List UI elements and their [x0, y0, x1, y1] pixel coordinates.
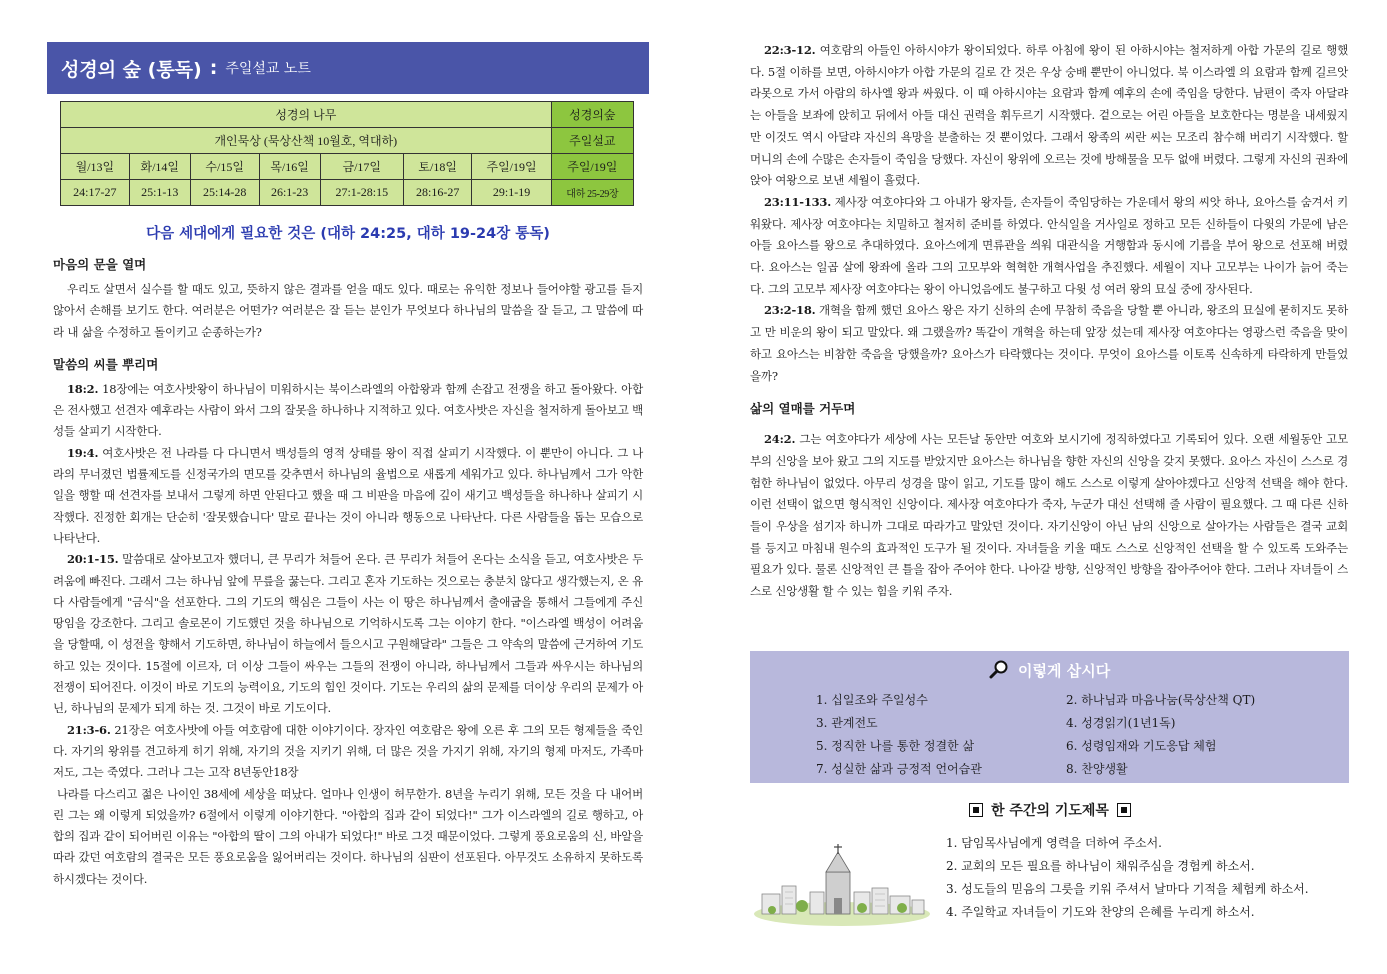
schedule-reading: 24:17-27: [61, 180, 130, 206]
paragraph-text: 제사장 여호야다와 그 아내가 왕자들, 손자들이 죽임당하는 가운데서 왕의 씨앗 하나, 요아스를 숨겨서 키워왔다. 제사장 여호야다는 치밀하고 철저히 준비를 하였다. 안식일을 거사일로 정하고 모든 신하들이 다윗의 가문에 남은 아들 요아스를 왕으로 추대하였다. 요아스에게 면류관을 씌워 대관식을 거행함과 동시에 기름을 부어 왕으로 선포해 버렸다. 요아스는 일곱 살에 왕좌에 올라 그의 고모부와 혁혁한 개혁사업을 추진했다. 세월이 지나 고모부는 나이가 늙어 죽는다. 그의 고모부 제사장 여호야다는 왕이 아니었음에도 불구하고 다윗 성 여러 왕의 묘실 중에 장사된다.: [750, 194, 1348, 296]
list-item: 8. 찬양생활: [1066, 762, 1128, 776]
paragraph-text: 나라를 다스리고 젊은 나이인 38세에 세상을 떠났다. 얼마나 인생이 허무한가. 8년을 누리기 위해, 모든 것을 다 내어버린 그는 왜 이렇게 되었을까? 6절에서 이렇게 이야기한다. "아합의 집과 같이 되었다!" 그가 이스라엘의 길로 행하고, 아합의 집과 같이 되어버린 이유는 "아합의 딸이 그의 아내가 되었다!" 바로 그것 때문이었다. 그렇게 풍요로움의 신, 바알을 따라 갔던 여호람의 결국은 모든 풍요로움을 잃어버리는 것이다. 하나님의 심판이 선포된다. 아무것도 소유하지 못하도록 하시겠다는 것이다.: [53, 786, 643, 886]
schedule-reading: 대하 25-29장: [551, 180, 633, 206]
sermon-headline: 다음 세대에게 필요한 것은 (대하 24:25, 대하 19-24장 통독): [146, 226, 550, 242]
list-item: 1. 십일조와 주일성수: [816, 693, 928, 707]
intro-paragraph: 우리도 살면서 실수를 할 때도 있고, 뜻하지 않은 결과를 얻을 때도 있다. 때로는 유익한 정보나 들어야할 광고를 듣지 않아서 손해를 보기도 한다. 여러분은 어떤가? 여러분은 잘 듣는 분인가 무엇보다 하나님의 말씀을 잘 듣고, 그 말씀에 따라 내 삶을 수정하고 돌이키고 순종하는가?: [53, 282, 643, 339]
list-item: 4. 성경읽기(1년1독): [1066, 716, 1176, 730]
list-item: 5. 정직한 나를 통한 정결한 삶: [816, 739, 975, 753]
schedule-day: 수/15일: [190, 154, 259, 180]
section-title-sow-word: 말씀의 씨를 뿌리며: [53, 356, 159, 372]
schedule-mid-right: 주일설교: [551, 128, 633, 154]
church-town-illustration: [752, 842, 932, 928]
schedule-reading: 25:14-28: [190, 180, 259, 206]
list-item: 3. 성도들의 믿음의 그릇을 키워 주셔서 날마다 기적을 체험케 하소서.: [946, 882, 1309, 896]
prayer-title-text: 한 주간의 기도제목: [991, 803, 1109, 819]
body-paragraph: [53, 549, 643, 719]
paragraph-text: 개혁을 함께 했던 요아스 왕은 자기 신하의 손에 무참히 죽음을 당할 뿐 아니라, 왕조의 묘실에 묻히지도 못하고 만 비운의 왕이 되고 말았다. 왜 그랬을까? 똑같이 개혁을 하는데 앞장 섰는데 제사장 여호야다는 영광스런 죽음을 맞이하고 요아스는 비참한 죽음을 당했을까? 요아스가 타락했다는 것이다. 무엇이 요아스를 이토록 신속하게 타락하게 만들었을까?: [750, 303, 1348, 383]
page-subtitle: 주일설교 노트: [225, 61, 311, 77]
schedule-reading: 27:1-28:15: [320, 180, 403, 206]
section-title-open-heart: 마음의 문을 열며: [53, 257, 147, 272]
body-paragraph: [53, 720, 643, 784]
live-this-way-list: [816, 691, 1349, 779]
list-item: 6. 성령임재와 기도응답 체험: [1066, 739, 1217, 753]
list-item: 7. 성실한 삶과 긍정적 언어습관: [816, 762, 982, 776]
magnifier-icon: [989, 659, 1009, 679]
prayer-title: [969, 800, 1131, 820]
paragraph-text: 여호사밧은 전 나라를 다 다니면서 백성들의 영적 상태를 왕이 직접 살피기 시작했다. 이 뿐만이 아니다. 그 나라의 무너졌던 법률제도를 신정국가의 면모를 갖추면서 하나님의 율법으로 새롭게 세워가고 있다. 하나님께서 그가 악한 일을 행할 때 선견자를 보내서 그렇게 하면 안된다고 했을 때 그 비판을 마음에 깊이 새기고 백성들을 하나하나 살피기 시작했다. 진정한 회개는 단순히 '잘못했습니다' 말로 끝나는 것이 아니라 행동으로 나타난다. 다른 사람들을 돕는 모습으로 나타난다.: [53, 445, 643, 545]
schedule-day: 주일/19일: [551, 154, 633, 180]
schedule-top-left: 성경의 나무: [61, 102, 552, 128]
prayer-list: [946, 832, 1309, 924]
square-bullet-icon: [969, 803, 983, 817]
list-item: 1. 담임목사님에게 영력을 더하여 주소서.: [946, 836, 1162, 850]
body-paragraph: [750, 192, 1348, 301]
paragraph-text: 여호람의 아들인 아하시야가 왕이되었다. 하루 아침에 왕이 된 아하시야는 철저하게 아합 가문의 길로 행했다. 5절 이하를 보면, 아하시야가 아합 가문의 길로 간 것은 우상 숭배 뿐만이 아니었다. 북 이스라엘 의 요람과 함께 길르앗 라못으로 가서 아람의 하사엘 왕과 싸웠다. 이 때 아하시야는 요람과 함께 예후의 손에 죽임을 당한다. 남편이 죽자 아달랴는 아들을 보좌에 앉히고 뒤에서 아들 대신 권력을 휘두르기 시작했다. 겉으로는 어린 아들을 보호한다는 명분을 내세웠지만 이것도 역시 아달랴 자신의 욕망을 분출하는 것 뿐이었다. 그래서 왕족의 씨란 씨는 모조리 참수해 버리기 시작했다. 할머니의 손에 수많은 손자들이 죽임을 당했다. 자신이 왕위에 오르는 것에 방해물을 모두 없애 버렸다. 그렇게 자신의 권좌에 앉아 여왕으로 보낸 세월이 흘렀다.: [750, 43, 1348, 188]
body-paragraph: [53, 784, 643, 890]
verse-ref: 22:3-12.: [764, 43, 816, 57]
title-colon: :: [209, 57, 218, 79]
schedule-day: 주일/19일: [472, 154, 551, 180]
verse-ref: 19:4.: [67, 445, 99, 460]
schedule-mid-left: 개인묵상 (묵상산책 10월호, 역대하): [61, 128, 552, 154]
list-item: 4. 주일학교 자녀들이 기도와 찬양의 은혜를 누리게 하소서.: [946, 905, 1255, 919]
verse-ref: 23:11-133.: [764, 194, 832, 209]
schedule-reading: 25:1-13: [129, 180, 190, 206]
schedule-reading: 26:1-23: [259, 180, 320, 206]
verse-ref: 24:2.: [764, 432, 796, 447]
list-item: 3. 관계전도: [816, 716, 878, 730]
list-item: 2. 교회의 모든 필요를 하나님이 채워주심을 경험케 하소서.: [946, 859, 1255, 873]
conclusion-paragraph: [750, 429, 1348, 603]
right-column: [750, 40, 1348, 603]
title-bar: [47, 42, 649, 94]
schedule-day: 토/18일: [403, 154, 472, 180]
body-paragraph: [750, 300, 1348, 387]
reading-schedule-table: [60, 101, 634, 206]
schedule-day: 월/13일: [61, 154, 130, 180]
schedule-top-right: 성경의숲: [551, 102, 633, 128]
square-bullet-icon: [1117, 803, 1131, 817]
schedule-reading: 28:16-27: [403, 180, 472, 206]
page-title: 성경의 숲 (통독): [61, 58, 202, 81]
body-paragraph: [750, 40, 1348, 192]
schedule-day: 목/16일: [259, 154, 320, 180]
body-paragraph: [53, 443, 643, 549]
schedule-reading: 29:1-19: [472, 180, 551, 206]
list-item: 2. 하나님과 마음나눔(묵상산책 QT): [1066, 693, 1256, 707]
section-title-harvest: 삶의 열매를 거두며: [750, 401, 856, 417]
schedule-day: 화/14일: [129, 154, 190, 180]
live-this-way-box: [750, 651, 1349, 783]
live-this-way-title: 이렇게 삽시다: [1018, 662, 1111, 680]
paragraph-text: 18장에는 여호사밧왕이 하나님이 미워하시는 북이스라엘의 아합왕과 함께 손잡고 전쟁을 하고 돌아왔다. 아합은 전사했고 선견자 예후라는 사람이 와서 그의 잘못을 하나하나 지적하고 있다. 여호사밧은 자신을 철저하게 돌아보고 백성들 살피기 시작한다.: [53, 381, 643, 439]
live-this-way-header: [750, 659, 1349, 681]
schedule-day: 금/17일: [320, 154, 403, 180]
verse-ref: 20:1-15.: [67, 552, 119, 567]
body-paragraph: [53, 379, 643, 443]
left-column: [47, 42, 649, 890]
verse-ref: 18:2.: [67, 381, 99, 396]
verse-ref: 21:3-6.: [67, 722, 111, 737]
paragraph-text: 21장은 여호사밧에 아들 여호람에 대한 이야기이다. 장자인 여호람은 왕에 오른 후 그의 모든 형제들을 죽인다. 자기의 왕위를 견고하게 히기 위해, 자기의 것을 지키기 위해, 더 많은 것을 가지기 위해, 자기의 형제 마저도, 가족마저도, 그는 죽였다. 그러나 그는 고작 8년동안18장: [53, 722, 643, 780]
verse-ref: 23:2-18.: [764, 303, 816, 318]
paragraph-text: 말씀대로 살아보고자 했더니, 큰 무리가 쳐들어 온다. 큰 무리가 쳐들어 온다는 소식을 듣고, 여호사밧은 두려움에 빠진다. 그래서 그는 하나님 앞에 무릎을 꿇는다. 그리고 혼자 기도하는 것으로는 충분치 않다고 생각했는지, 온 유다 사람들에게 "금식"을 선포한다. 그의 기도의 핵심은 그들이 사는 이 땅은 하나님께서 출애굽을 통해서 그들에게 주신 땅임을 강조한다. 그리고 솔로몬이 기도했던 것을 하나님으로 기억하시도록 그는 이야기 한다. "이스라엘 백성이 어려움을 당할때, 이 성전을 향해서 기도하면, 하나님이 하늘에서 들으시고 구원해달라" 그들은 그 약속의 말씀에 근거하여 기도하고 있는 것이다. 15절에 이르자, 더 이상 그들이 싸우는 그들의 전쟁이 아니라, 하나님께서 그들과 싸우시는 하나님의 전쟁이 되어진다. 이것이 바로 기도의 능력이요, 기도의 힘인 것이다. 기도는 우리의 삶의 문제를 더이상 우리의 문제가 아닌, 하나님의 문제가 되게 하는 것. 그것이 바로 기도이다.: [53, 552, 643, 716]
paragraph-text: 그는 여호야다가 세상에 사는 모든날 동안만 여호와 보시기에 정직하였다고 기록되어 있다. 오랜 세월동안 고모부의 신앙을 보아 왔고 그의 지도를 받았지만 요아스는 하나님을 향한 자신의 신앙을 갖지 못했다. 요아스 자신이 스스로 경험한 하나님이 없었다. 아무리 성경을 많이 읽고, 기도를 많이 해도 스스로 이렇게 살아야겠다고 신앙적 선택을 해야 한다. 이런 선택이 없으면 형식적인 신앙이다. 제사장 여호야다가 죽자, 누군가 대신 선택해 줄 사람이 필요했다. 그 때 다른 신하들이 우상을 섬기자 하니까 그대로 따라가고 말았던 것이다. 자기신앙이 아닌 남의 신앙으로 살아가는 사람들은 결국 교회를 등지고 마침내 원수의 효과적인 도구가 될 것이다. 자녀들을 키울 때도 스스로 신앙적인 선택을 할 수 있도록 도와주는 필요가 있다. 물론 신앙적인 큰 틀을 잡아 주어야 한다. 나아갈 방향, 신앙적인 방향을 잡아주어야 한다. 그러나 자녀들이 스스로 신앙생활 할 수 있는 힘을 키워 주자.: [750, 432, 1348, 599]
